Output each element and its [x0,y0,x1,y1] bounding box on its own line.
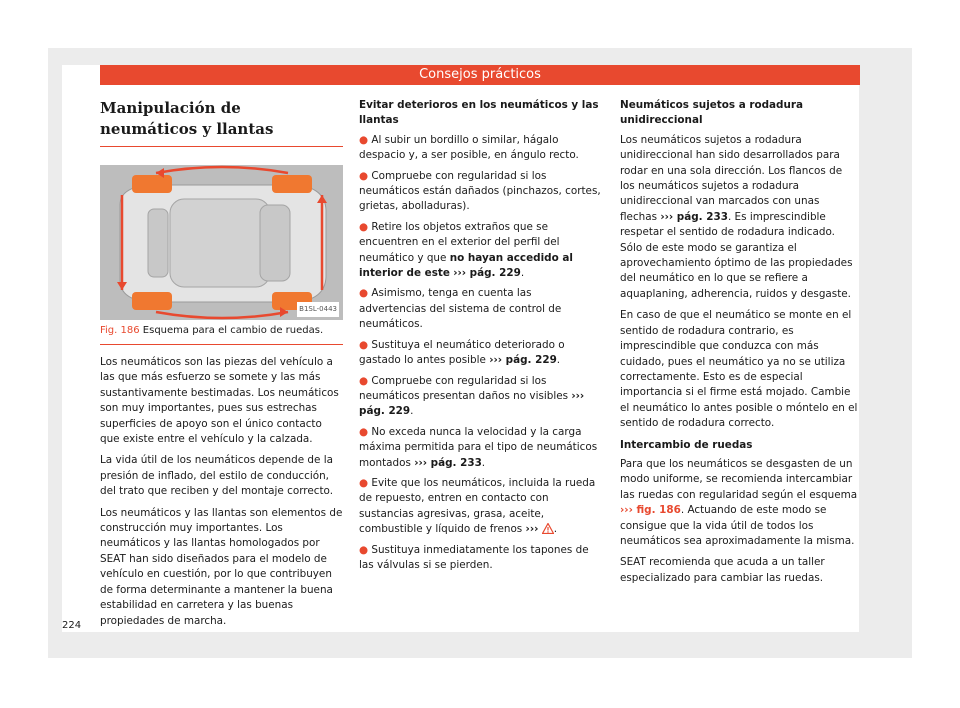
column-3 [620,98,858,592]
paragraph: Los neumáticos son las piezas del vehículo a las que más esfuerzo se somete y las más sustantivamente bestimadas. Los neumáticos son muy importantes, pues sus estrechas superficies de apoyo son el único contacto que existe entre el vehículo y la calzada. [100,356,339,446]
bullet-item: ● Retire los objetos extraños que se encuentren en el exterior del perfil del neumático y que no hayan accedido al interior de este ››› pág. 229. [359,220,573,280]
paragraph: Para que los neumáticos se desgasten de un modo uniforme, se recomienda intercambiar las ruedas con regularidad según el esquema ››› fig. 186. Actuando de este modo se consigue que la vida útil de todos los neumáticos sea aproximadamente la misma. [620,457,858,547]
bullet-icon: ● [359,169,372,182]
tire-rear-left [132,175,172,193]
bullet-icon: ● [359,287,372,300]
bullet-icon: ● [359,133,372,146]
figure-number: Fig. 186 [100,325,140,336]
title-rule [100,146,343,147]
windshield [260,205,290,281]
bullet-item: ● Asimismo, tenga en cuenta las advertencias del sistema de control de neumáticos. [359,287,562,331]
bullet-item: ● Sustituya inmediatamente los tapones de las válvulas si se pierden. [359,543,589,571]
bullet-icon: ● [359,476,372,489]
rear-window [148,209,168,277]
column-1 [100,98,343,635]
bullet-item: ● Compruebe con regularidad si los neumáticos están dañados (pinchazos, cortes, grietas, abolladuras). [359,169,601,213]
figure-caption [100,324,343,345]
bullet-item: ● No exceda nunca la velocidad y la carga máxima permitida para el tipo de neumáticos montados ››› pág. 233. [359,425,598,469]
page-reference-link[interactable]: ››› [525,523,539,536]
figure-code: B1SL-0443 [297,302,339,317]
car-roof [170,199,270,287]
page-reference-link[interactable]: ››› pág. 233 [660,210,728,223]
paragraph: Los neumáticos y las llantas son elementos de construcción muy importantes. Los neumáticos y las llantas homologados por SEAT han sido diseñados para el modelo de vehículo en cuestión, por lo que contribuyen de forma determinante a mantener la buena estabilidad en carretera y las buenas propiedades de marcha. [100,506,343,627]
figure-reference-link[interactable]: ››› fig. 186 [620,504,681,517]
tire-front-left [272,175,312,193]
subsection-heading: Evitar deterioros en los neumáticos y las llantas [359,99,599,127]
wheel-rotation-figure [100,165,343,320]
paragraph: La vida útil de los neumáticos depende de la presión de inflado, del estilo de conducción, del trato que reciben y del montaje correcto. [100,454,333,498]
bullet-icon: ● [359,543,372,556]
bullet-icon: ● [359,338,372,351]
subsection-heading: Intercambio de ruedas [620,438,753,451]
figure-caption-text: Esquema para el cambio de ruedas. [142,325,324,336]
bullet-item: ● Sustituya el neumático deteriorado o gastado lo antes posible ››› pág. 229. [359,338,565,367]
bullet-icon: ● [359,220,372,233]
page-reference-link[interactable]: ››› pág. 229 [359,389,585,418]
paragraph: En caso de que el neumático se monte en el sentido de rodadura contrario, es imprescindible que conduzca con más cuidado, pues el neumático ya no se utiliza correctamente. Esto es de especial importancia si el firme está mojado. Cambie el neumático lo antes posible o móntelo en el sentido de rodadura correcto. [620,309,858,430]
bullet-icon: ● [359,374,372,387]
bullet-item: ● Evite que los neumáticos, incluida la rueda de repuesto, entren en contacto con sustancias agresivas, grasa, aceite, combustible y líquido de frenos ››› . [359,476,596,536]
column-2 [359,98,602,578]
page-number: 224 [62,620,82,631]
bullet-item: ● Al subir un bordillo o similar, hágalo despacio y, a ser posible, en ángulo recto. [359,133,579,162]
page-reference-link[interactable]: ››› pág. 229 [453,267,521,280]
page-reference-link[interactable]: ››› pág. 229 [489,354,557,367]
page-reference-link[interactable]: ››› pág. 233 [414,456,482,469]
car-top-view-diagram [100,165,343,320]
warning-icon[interactable] [542,523,554,534]
bullet-icon: ● [359,425,372,438]
paragraph: SEAT recomienda que acuda a un taller especializado para cambiar las ruedas. [620,556,825,584]
chapter-header: Consejos prácticos [100,65,860,85]
subsection-heading: Neumáticos sujetos a rodadura unidireccional [620,99,804,127]
paragraph: Los neumáticos sujetos a rodadura unidireccional han sido desarrollados para rodar en una sola dirección. Los flancos de los neumáticos sujetos a rodadura unidireccional van marcados con unas flechas ››› pág. 233. Es imprescindible respetar el sentido de rodadura indicado. Sólo de este modo se garantiza el aprovechamiento óptimo de las propiedades del neumático en lo que se refiere a aquaplaning, adherencia, ruidos y desgaste. [620,133,853,300]
bullet-item: ● Compruebe con regularidad si los neumáticos presentan daños no visibles ››› pág. 229. [359,374,585,418]
section-title: Manipulación de neumáticos y llantas [100,99,274,138]
tire-rear-right [132,292,172,310]
